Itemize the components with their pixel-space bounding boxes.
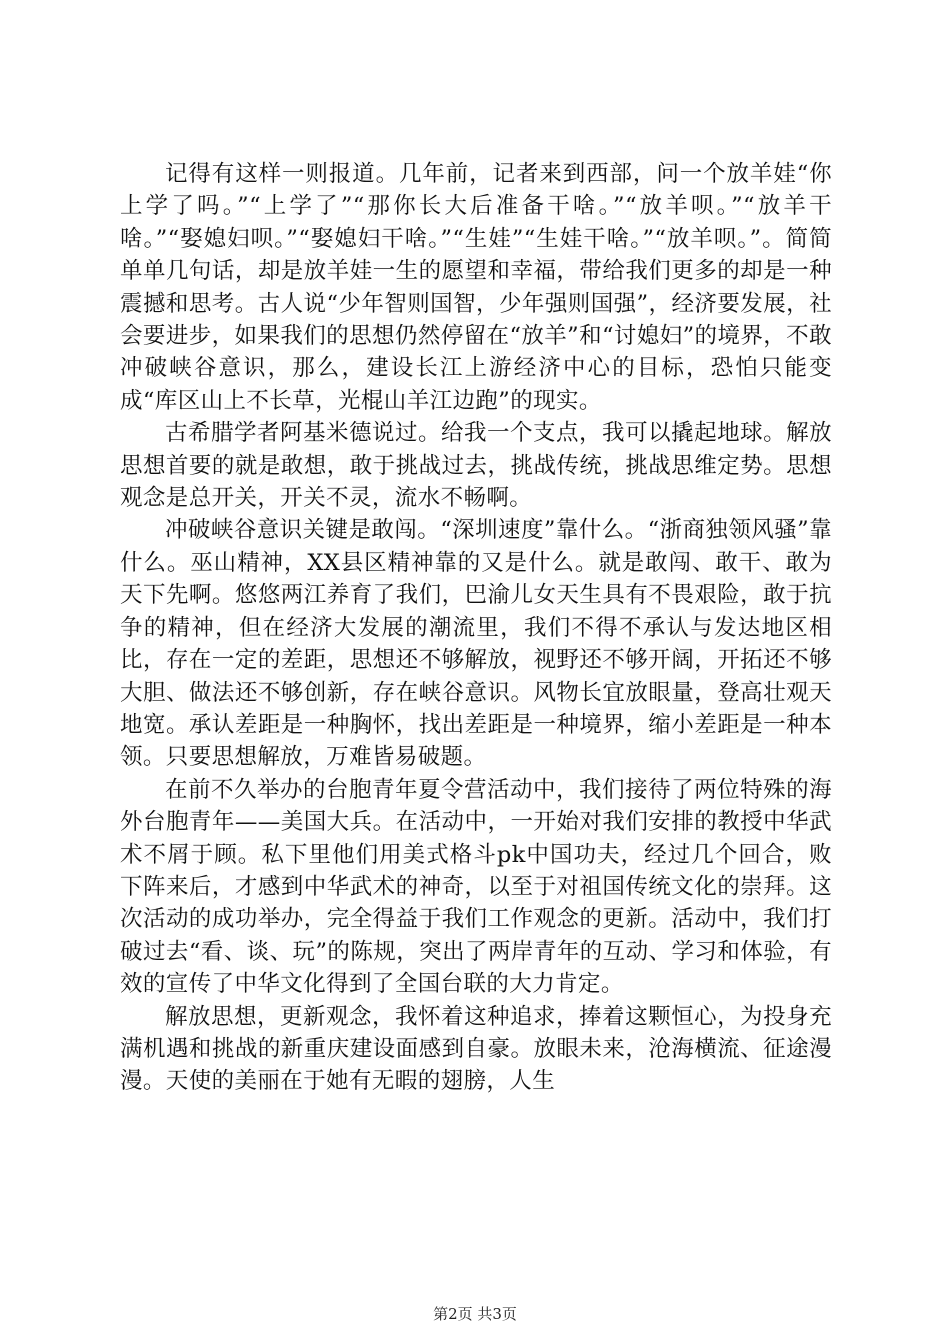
- paragraph-1: 记得有这样一则报道。几年前，记者来到西部，问一个放羊娃“你上学了吗。”“上学了”“那你长大后准备干啥。”“放羊呗。”“放羊干啥。”“娶媳妇呗。”“娶媳妇干啥。”“生娃”“生娃干啥。”“放羊呗。”。简简单单几句话，却是放羊娃一生的愿望和幸福，带给我们更多的却是一种震撼和思考。古人说“少年智则国智，少年强则国强”，经济要发展，社会要进步，如果我们的思想仍然停留在“放羊”和“讨媳妇”的境界，不敢冲破峡谷意识，那么，建设长江上游经济中心的目标，恐怕只能变成“库区山上不长草，光棍山羊江边跑”的现实。: [120, 161, 832, 414]
- document-body: [120, 158, 832, 1098]
- paragraph-3: 冲破峡谷意识关键是敢闯。“深圳速度”靠什么。“浙商独领风骚”靠什么。巫山精神，XX县区精神靠的又是什么。就是敢闯、敢干、敢为天下先啊。悠悠两江养育了我们，巴渝儿女天生具有不畏艰险，敢于抗争的精神，但在经济大发展的潮流里，我们不得不承认与发达地区相比，存在一定的差距，思想还不够解放，视野还不够开阔，开拓还不够大胆、做法还不够创新，存在峡谷意识。风物长宜放眼量，登高壮观天地宽。承认差距是一种胸怀，找出差距是一种境界，缩小差距是一种本领。只要思想解放，万难皆易破题。: [120, 517, 832, 771]
- paragraph-4: 在前不久举办的台胞青年夏令营活动中，我们接待了两位特殊的海外台胞青年——美国大兵。在活动中，一开始对我们安排的教授中华武术不屑于顾。私下里他们用美式格斗pk中国功夫，经过几个回合，败下阵来后，才感到中华武术的神奇，以至于对祖国传统文化的崇拜。这次活动的成功举办，完全得益于我们工作观念的更新。活动中，我们打破过去“看、谈、玩”的陈规，突出了两岸青年的互动、学习和体验，有效的宣传了中华文化得到了全国台联的大力肯定。: [120, 776, 832, 998]
- paragraph-2: 古希腊学者阿基米德说过。给我一个支点，我可以撬起地球。解放思想首要的就是敢想，敢于挑战过去，挑战传统，挑战思维定势。思想观念是总开关，开关不灵，流水不畅啊。: [120, 420, 832, 512]
- paragraph-5: 解放思想，更新观念，我怀着这种追求，捧着这颗恒心，为投身充满机遇和挑战的新重庆建设面感到自豪。放眼未来，沧海横流、征途漫漫。天使的美丽在于她有无暇的翅膀，人生: [120, 1003, 832, 1095]
- page-footer: 第2页 共3页: [433, 1305, 517, 1323]
